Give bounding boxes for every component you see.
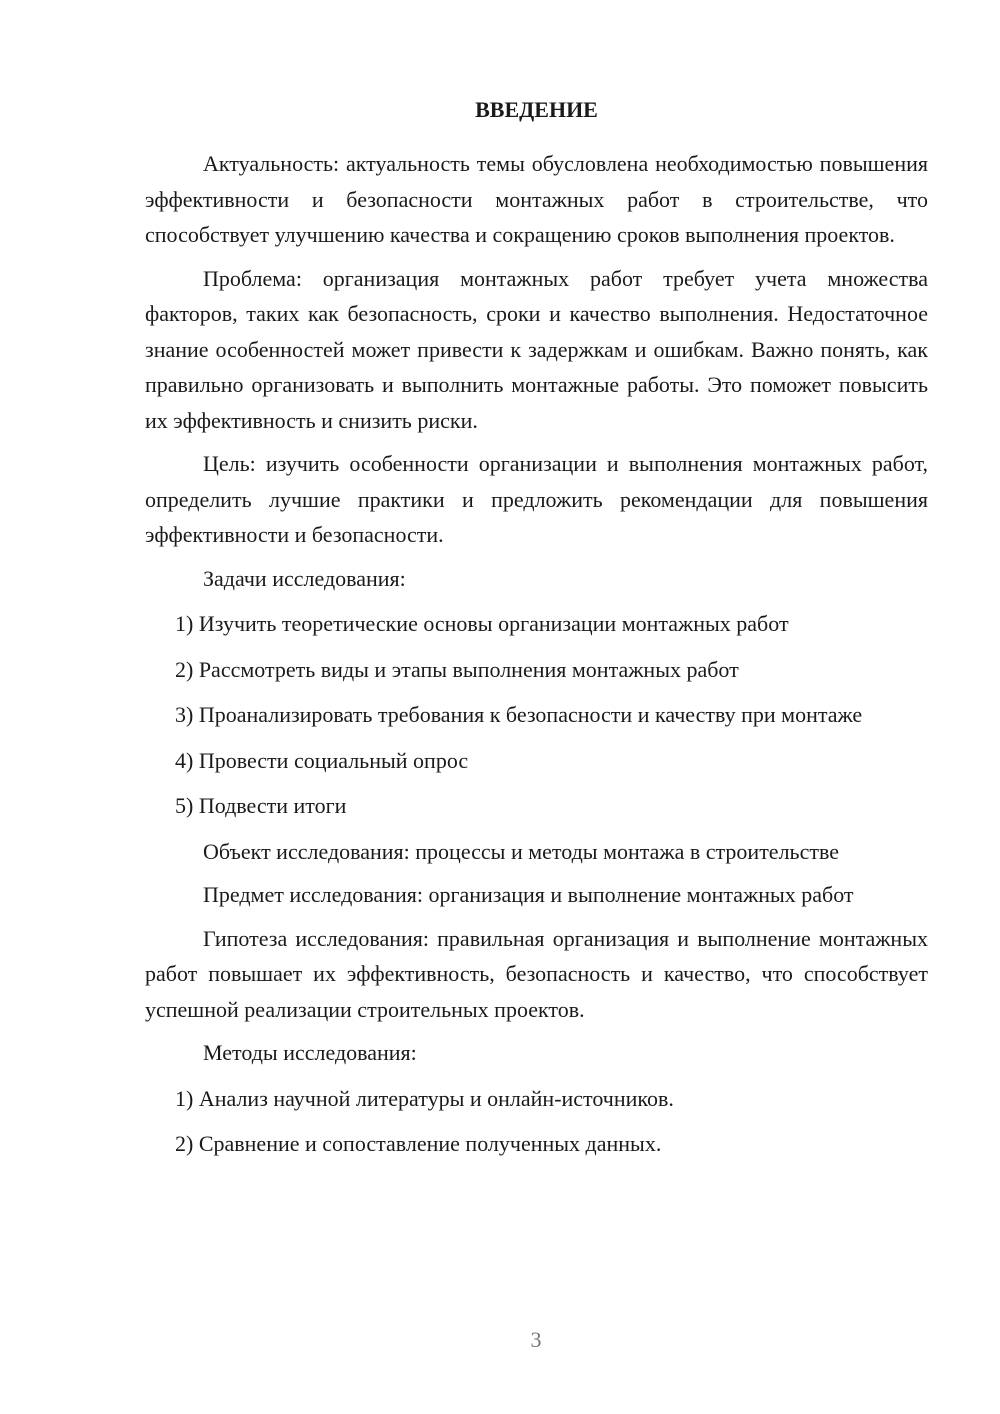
method-item-2: 2) Сравнение и сопоставление полученных данных.	[175, 1131, 662, 1156]
hypothesis-paragraph: Гипотеза исследования: правильная организация и выполнение монтажных работ повышает их эффективность, безопасность и качество, что способствует успешной реализации строительных проектов.	[145, 925, 928, 1022]
task-item-2: 2) Рассмотреть виды и этапы выполнения монтажных работ	[175, 656, 739, 682]
method-item-1: 1) Анализ научной литературы и онлайн-источников.	[175, 1085, 674, 1111]
object-paragraph: Объект исследования: процессы и методы монтажа в строительстве	[203, 838, 839, 864]
subject-paragraph: Предмет исследования: организация и выполнение монтажных работ	[203, 882, 854, 907]
goal-paragraph: Цель: изучить особенности организации и выполнения монтажных работ, определить лучшие практики и предложить рекомендации для повышения эффективности и безопасности.	[145, 451, 928, 547]
problem-paragraph: Проблема: организация монтажных работ требует учета множества факторов, таких как безопасность, сроки и качество выполнения. Недостаточное знание особенностей может привести к задержкам и ошибкам. Важно понять, как правильно организовать и выполнить монтажные работы. Это поможет повысить их эффективность и снизить риски.	[145, 265, 928, 433]
page-title: ВВЕДЕНИЕ	[475, 97, 598, 122]
page-number: 3	[530, 1327, 542, 1352]
task-item-3: 3) Проанализировать требования к безопасности и качеству при монтаже	[175, 702, 863, 727]
tasks-label: Задачи исследования:	[203, 565, 406, 591]
task-item-5: 5) Подвести итоги	[175, 793, 347, 818]
methods-label: Методы исследования:	[203, 1040, 417, 1065]
relevance-paragraph: Актуальность: актуальность темы обусловлена необходимостью повышения эффективности и безопасности монтажных работ в строительстве, что способствует улучшению качества и сокращению сроков выполнения проектов.	[145, 151, 928, 247]
document-page	[145, 92, 928, 1172]
task-item-4: 4) Провести социальный опрос	[175, 747, 469, 773]
task-item-1: 1) Изучить теоретические основы организации монтажных работ	[175, 611, 789, 636]
